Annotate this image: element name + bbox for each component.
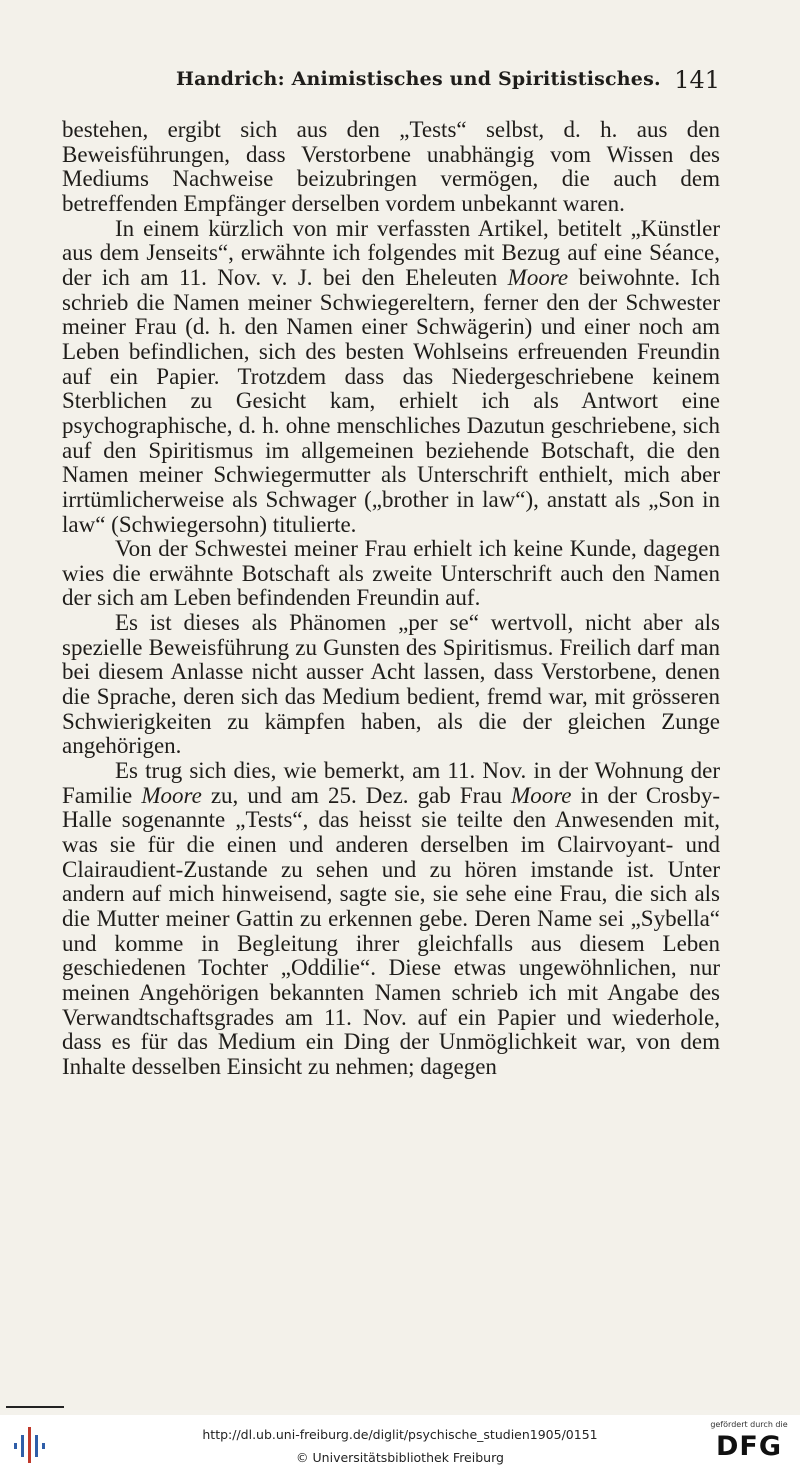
body-text	[62, 118, 720, 1080]
paragraph-text: in der Crosby-Halle sogenannte „Tests“, das heisst sie teilte den Anwesenden mit, was sie für die einen und anderen derselben im Clairvoyant- und Clairaudient-Zustande zu sehen und zu hören imstande ist. Unter andern auf mich hinweisend, sagte sie, sie sehe eine Frau, die sich als die Mutter meiner Gattin zu erkennen gebe. Deren Name sei „Sybella“ und komme in Begleitung ihrer gleichfalls aus diesem Leben geschiedenen Tochter „Oddilie“. Diese etwas ungewöhnlichen, nur meinen Angehörigen bekannten Namen schrieb ich mit Angabe des Verwandtschaftsgrades am 11. Nov. auf ein Papier und wiederhole, dass es für das Medium ein Ding der Unmöglichkeit war, von dem Inhalte desselben Einsicht zu nehmen; dagegen	[62, 782, 720, 1079]
italic-name: Moore	[141, 782, 202, 808]
page-number: 141	[674, 66, 720, 94]
paragraph	[62, 759, 720, 1080]
paragraph-text: Von der Schwestei meiner Frau erhielt ich keine Kunde, dagegen wies die erwähnte Botschaft als zweite Unterschrift auch den Namen der sich am Leben befindenden Freundin auf.	[62, 536, 720, 611]
source-url[interactable]: http://dl.ub.uni-freiburg.de/diglit/psychische_studien1905/0151	[202, 1427, 598, 1442]
dfg-logo	[706, 1420, 792, 1470]
italic-name: Moore	[511, 782, 572, 808]
funding-note: gefördert durch die	[710, 1420, 788, 1429]
paragraph-text: Es ist dieses als Phänomen „per se“ wertvoll, nicht aber als spezielle Beweisführung zu Gunsten des Spiritismus. Freilich darf man bei diesem Anlasse nicht ausser Acht lassen, dass Verstorbene, denen die Sprache, deren sich das Medium bedient, fremd war, mit grösseren Schwierigkeiten zu kämpfen haben, als die der gleichen Zunge angehörigen.	[62, 610, 720, 759]
paragraph	[62, 537, 720, 611]
paragraph	[62, 217, 720, 538]
paragraph-text: zu, und am 25. Dez. gab Frau	[201, 782, 512, 808]
italic-name: Moore	[507, 264, 569, 290]
paragraph-text: beiwohnte. Ich schrieb die Namen meiner Schwiegereltern, ferner den der Schwester meiner Frau (d. h. den Namen einer Schwägerin) und einer noch am Leben befindlichen, sich des besten Wohlseins erfreuenden Freundin auf ein Papier. Trotzdem dass das Niedergeschriebene keinem Sterblichen zu Gesicht kam, erhielt ich als Antwort eine psychographische, d. h. ohne menschliches Dazutun geschriebene, sich auf den Spiritismus im allgemeinen beziehende Botschaft, die den Namen meiner Schwiegermutter als Unterschrift enthielt, mich aber irrtümlicherweise als Schwager („brother in law“), anstatt als „Son in law“ (Schwiegersohn) titulierte.	[62, 264, 720, 537]
paragraph	[62, 611, 720, 759]
viewer-footer	[0, 1415, 800, 1472]
running-head	[64, 66, 720, 98]
paragraph-text: Es trug sich dies, wie bemerkt, am 11. Nov. in der Wohnung der Familie	[62, 758, 720, 808]
paragraph-text: In einem kürzlich von mir verfassten Artikel, betitelt „Künstler aus dem Jenseits“, erwähnte ich folgendes mit Bezug auf eine Séance, der ich am 11. Nov. v. J. bei den Eheleuten	[62, 215, 720, 290]
copyright-line: © Universitätsbibliothek Freiburg	[296, 1450, 504, 1465]
paragraph	[62, 118, 720, 217]
footnote-rule	[6, 1406, 64, 1408]
paragraph-text: bestehen, ergibt sich aus den „Tests“ selbst, d. h. aus den Beweisführungen, dass Verstorbene unabhängig vom Wissen des Mediums Nachweise beizubringen vermögen, die auch dem betreffenden Empfänger derselben vordem unbekannt waren.	[62, 117, 720, 216]
running-title: Handrich: Animistisches und Spiritistisches.	[176, 68, 661, 90]
dfg-logo-text: DFG	[715, 1431, 783, 1462]
